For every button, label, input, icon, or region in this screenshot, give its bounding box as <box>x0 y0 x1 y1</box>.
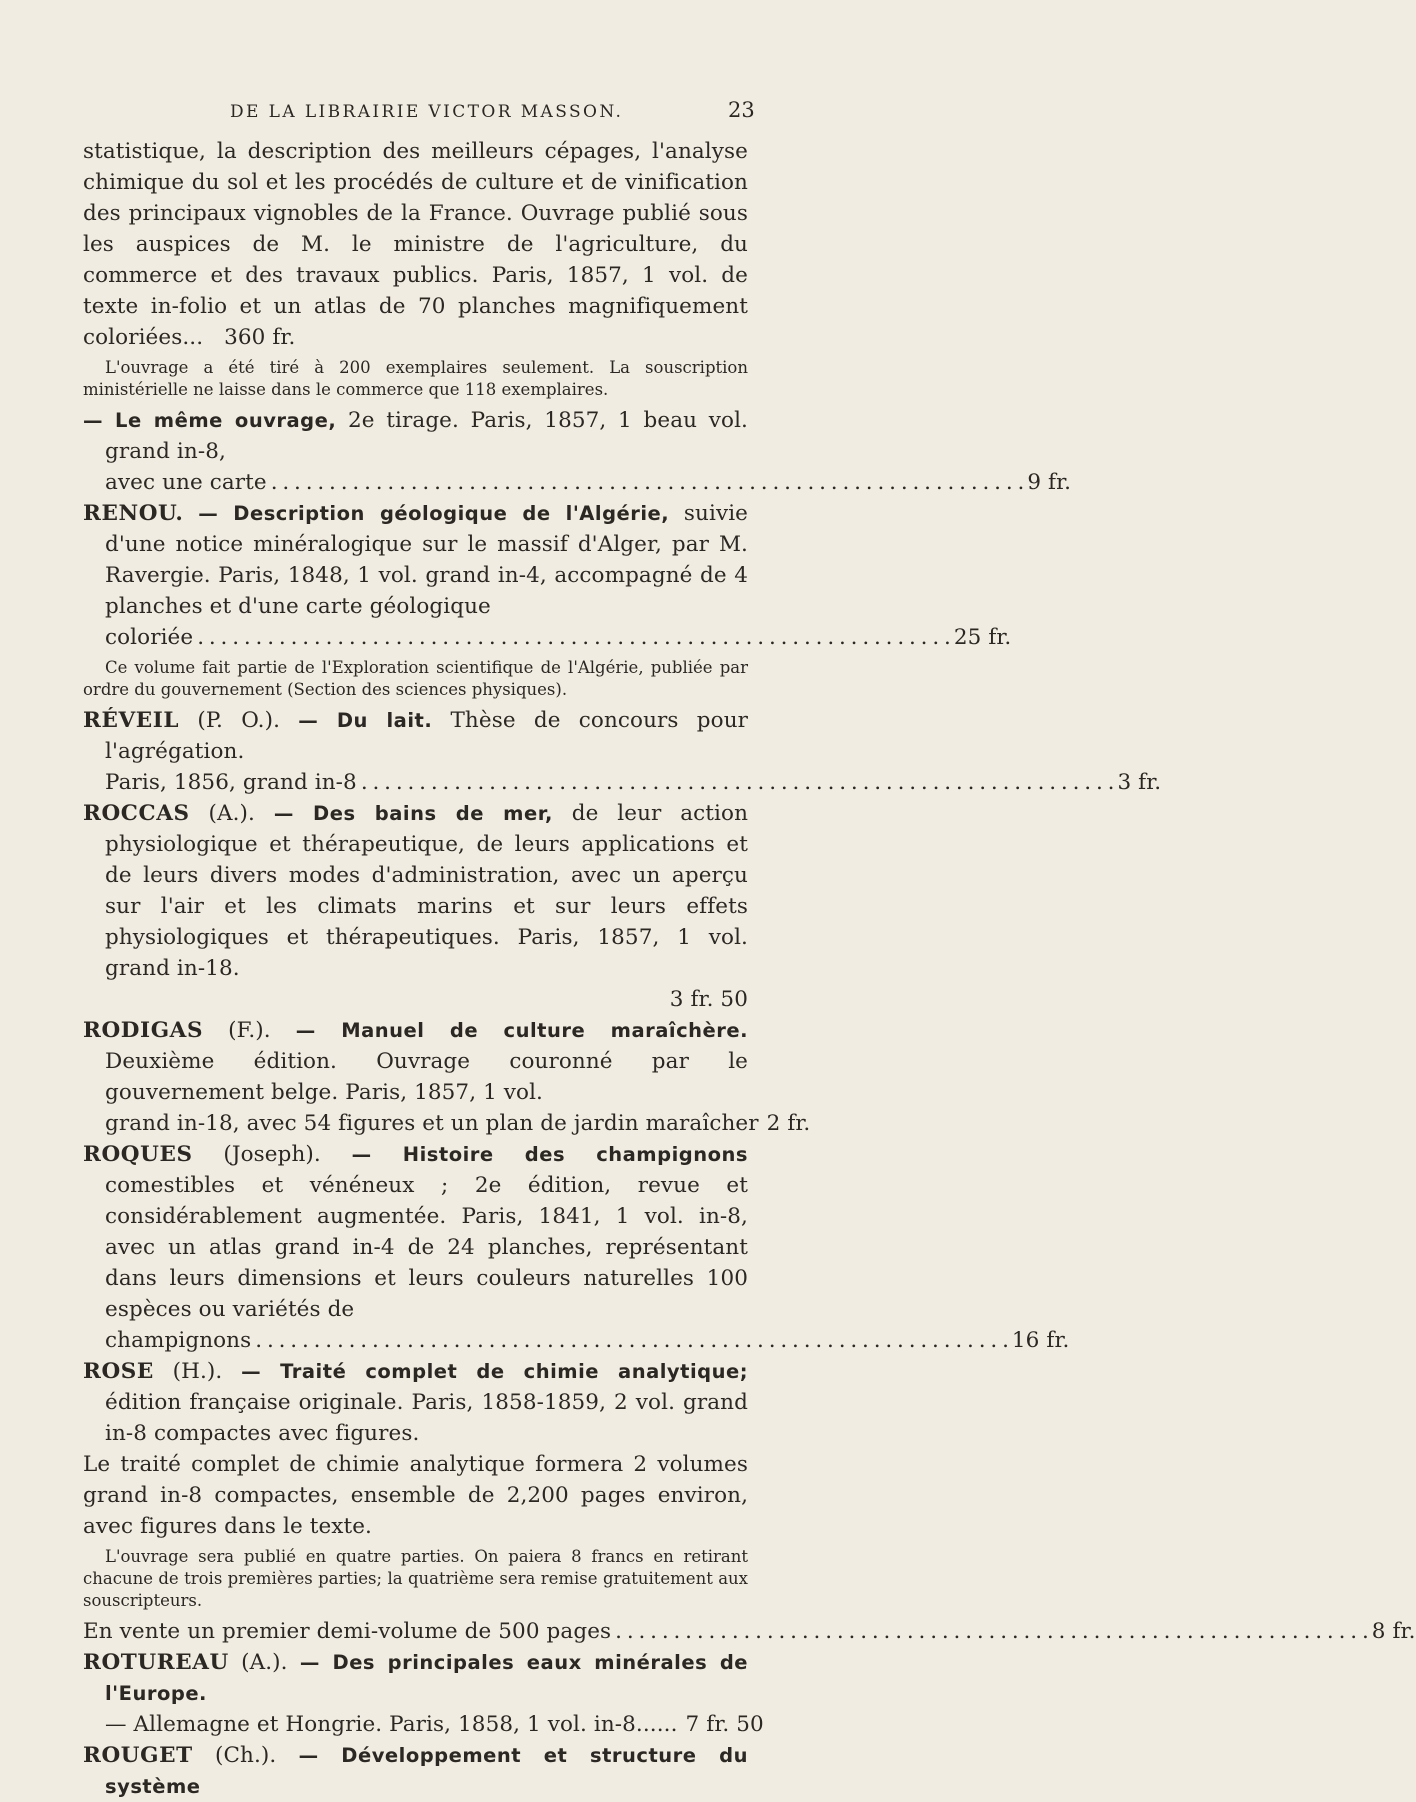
entry-last-line: avec une carte <box>105 470 267 495</box>
price-line <box>83 467 1072 498</box>
entry-last-line: Paris, 1856, grand in-8 <box>105 770 357 795</box>
entry-renou <box>83 498 748 622</box>
page-number: 23 <box>728 98 755 122</box>
entry-price: 25 fr. <box>953 625 1012 650</box>
entry-author: RODIGAS <box>83 1018 204 1043</box>
entry-title: — Des principales eaux minérales de l'Europe. <box>105 1651 748 1705</box>
entry-author: ROQUES <box>83 1142 193 1167</box>
entry-author-initials: (A.). <box>208 801 255 826</box>
entry-note: Ce volume fait partie de l'Exploration scientifique de l'Algérie, publiée par ordre du gouvernement (Section des sciences physiques). <box>83 658 748 699</box>
entry-author: ROSE <box>83 1359 154 1384</box>
entry-note: L'ouvrage sera publié en quatre parties. On paiera 8 francs en retirant chacune de trois premières parties; la quatrième sera remise gratuitement aux souscripteurs. <box>83 1547 748 1610</box>
entry-note: L'ouvrage a été tiré à 200 exemplaires seulement. La souscription ministérielle ne laisse dans le commerce que 118 exemplaires. <box>83 358 748 399</box>
entry-roques <box>83 1139 748 1325</box>
entry-text: Thèse de concours pour l'agrégation. <box>105 708 749 764</box>
entry-title: — Traité complet de chimie analytique; <box>241 1360 749 1383</box>
entry-author: ROUGET <box>83 1743 193 1768</box>
entry-last-line: En vente un premier demi-volume de 500 pages <box>83 1619 612 1644</box>
entry-statistique <box>83 136 748 353</box>
price-line <box>83 622 1012 653</box>
entry-title: — Histoire des champignons <box>351 1143 749 1166</box>
entry-reveil <box>83 705 748 767</box>
entry-price: 3 fr. 50 <box>669 987 748 1012</box>
entry-author-initials: (P. O.). <box>197 708 281 733</box>
entry-text: 2e tirage. Paris, 1857, 1 beau vol. grand in-8, <box>105 408 748 464</box>
entry-price: 3 fr. <box>1117 770 1162 795</box>
entry-author-initials: (A.). <box>241 1650 288 1675</box>
entry-author-initials: (Ch.). <box>215 1743 277 1768</box>
entry-price: 7 fr. 50 <box>685 1712 764 1737</box>
price-line <box>83 1325 1070 1356</box>
entry-rouget <box>83 1740 748 1802</box>
entry-price: 360 fr. <box>224 325 296 350</box>
entry-text: Deuxième édition. Ouvrage couronné par le gouvernement belge. Paris, 1857, 1 vol. <box>105 1049 748 1105</box>
entry-price: 9 fr. <box>1027 470 1072 495</box>
entry-text: statistique, la description des meilleurs cépages, l'analyse chimique du sol et les procédés de culture et de vinification des principaux vignobles de la France. Ouvrage publié sous les auspices de M. le ministre de l'agriculture, du commerce et des travaux publics. Paris, 1857, 1 vol. de texte in-folio et un atlas de 70 planches magnifiquement coloriées... <box>83 139 748 350</box>
entry-rodigas <box>83 1015 748 1108</box>
dot-leader <box>615 1616 1368 1647</box>
entry-author-initials: (H.). <box>172 1359 223 1384</box>
entry-author-initials: (Joseph). <box>223 1142 321 1167</box>
entry-rose-detail: Le traité complet de chimie analytique formera 2 volumes grand in-8 compactes, ensemble de 2,200 pages environ, avec figures dans le texte. <box>83 1452 748 1539</box>
entry-title: — Description géologique de l'Algérie, <box>198 502 670 525</box>
entry-author-initials: (F.). <box>228 1018 271 1043</box>
entry-price: 8 fr. <box>1371 1619 1416 1644</box>
entry-price: 2 fr. <box>766 1111 811 1136</box>
entry-title: — Le même ouvrage, <box>83 409 337 432</box>
entry-author: RENOU. <box>83 501 184 526</box>
dot-leader <box>361 767 1114 798</box>
entry-last-line: champignons <box>105 1328 252 1353</box>
entry-title: — Manuel de culture maraîchère. <box>295 1019 748 1042</box>
price-line <box>83 984 748 1015</box>
price-line <box>83 1709 764 1740</box>
entry-price: 16 fr. <box>1011 1328 1070 1353</box>
entry-author: RÉVEIL <box>83 708 180 733</box>
entry-rose <box>83 1356 748 1449</box>
entry-text: de leur action physiologique et thérapeutique, de leurs applications et de leurs divers modes d'administration, avec un aperçu sur l'air et les climats marins et sur leurs effets physiologiques et thérapeutiques. Paris, 1857, 1 vol. grand in-18. <box>105 801 749 981</box>
running-title: DE LA LIBRAIRIE VICTOR MASSON. <box>230 102 624 122</box>
entry-same-work <box>83 405 748 467</box>
entry-text: comestibles et vénéneux ; 2e édition, revue et considérablement augmentée. Paris, 1841, 1 vol. in-8, avec un atlas grand in-4 de 24 planches, représentant dans leurs dimensions et leurs couleurs naturelles 100 espèces ou variétés de <box>105 1173 748 1322</box>
entry-author: ROCCAS <box>83 801 190 826</box>
entry-roccas <box>83 798 748 984</box>
entry-title: — Des bains de mer, <box>273 802 553 825</box>
entry-title: — Développement et structure du système <box>105 1744 748 1798</box>
entry-rotureau <box>83 1647 748 1709</box>
running-head <box>0 98 800 128</box>
entry-text: suivie d'une notice minéralogique sur le massif d'Alger, par M. Ravergie. Paris, 1848, 1 vol. grand in-4, accompagné de 4 planches et d'une carte géologique <box>105 501 749 619</box>
entry-last-line: coloriée <box>105 625 194 650</box>
entry-author: ROTUREAU <box>83 1650 229 1675</box>
catalog-body <box>83 136 1416 1802</box>
entry-title: — Du lait. <box>298 709 433 732</box>
price-line <box>83 767 1162 798</box>
dot-leader <box>255 1325 1008 1356</box>
entry-text: édition française originale. Paris, 1858-1859, 2 vol. grand in-8 compactes avec figures. <box>105 1390 748 1446</box>
entry-last-line: grand in-18, avec 54 figures et un plan de jardin maraîcher <box>105 1111 759 1136</box>
dot-leader <box>197 622 950 653</box>
price-line <box>83 1616 1416 1647</box>
price-line <box>83 1108 811 1139</box>
entry-last-line: — Allemagne et Hongrie. Paris, 1858, 1 vol. in-8...... <box>105 1712 678 1737</box>
dot-leader <box>271 467 1024 498</box>
